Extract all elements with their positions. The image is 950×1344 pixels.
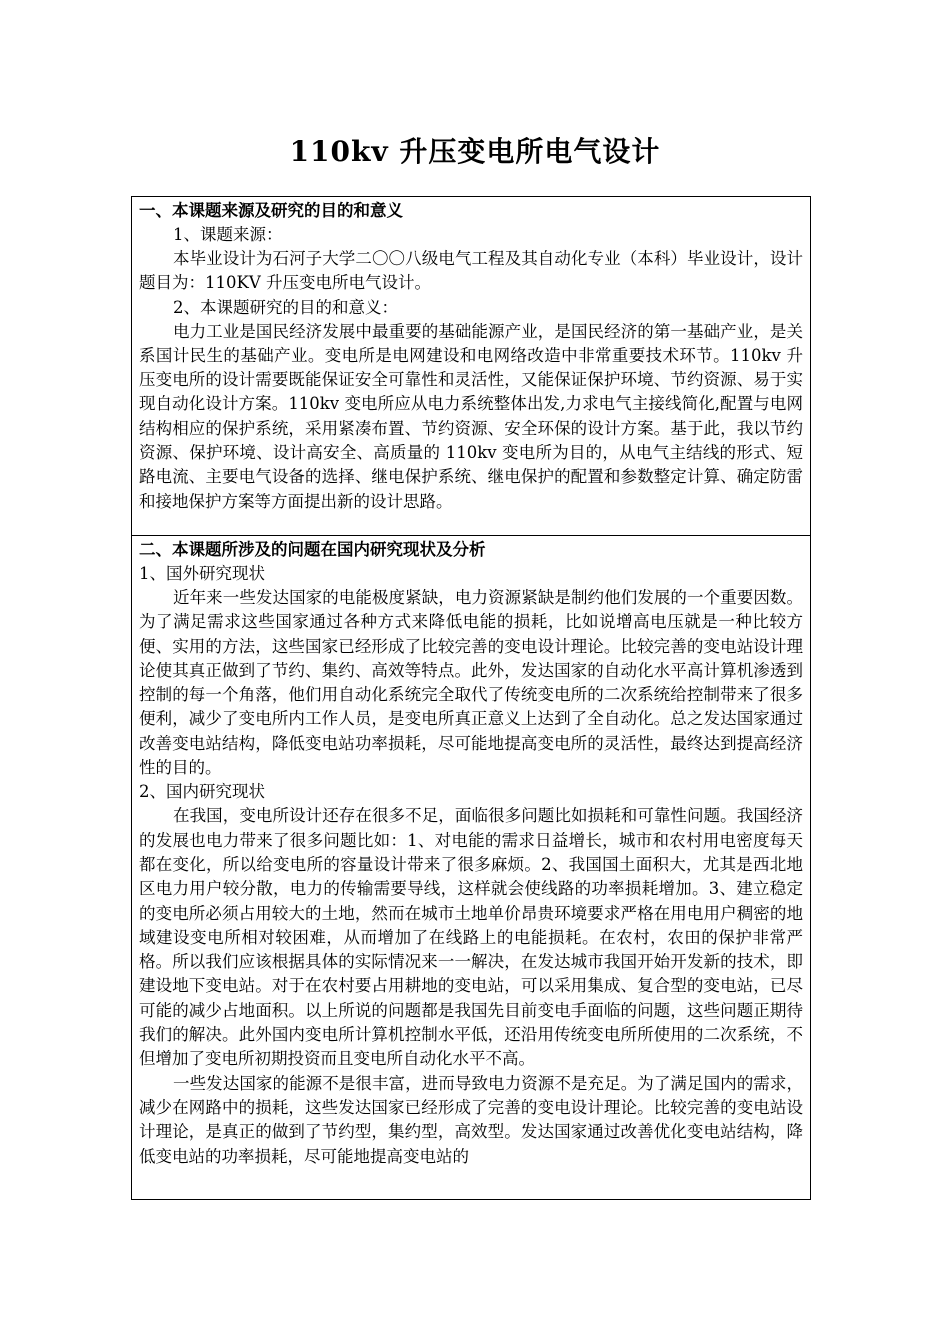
subheading-purpose: 2、本课题研究的目的和意义： bbox=[173, 297, 398, 317]
document-title: 110kv 升压变电所电气设计 bbox=[289, 135, 661, 168]
paragraph-purpose: 电力工业是国民经济发展中最重要的基础能源产业，是国民经济的第一基础产业，是关系国计民生的基础产业。变电所是电网建设和电网络改造中非常重要技术环节。110kv 升压变电所的设计需要既能保证安全可靠性和灵活性，又能保证保护环境、节约资源、易于实现自动化设计方案。110kv 变电所应从电力系统整体出发,力求电气主接线简化,配置与电网结构相应的保护系统，采用紧凑布置、节约资源、安全环保的设计方案。基于此，我以节约资源、保护环境、设计高安全、高质量的 110kv 变电所为目的，从电气主结线的形式、短路电流、主要电气设备的选择、继电保护系统、继电保护的配置和参数整定计算、确定防雷和接地保护方案等方面提出新的设计思路。 bbox=[139, 321, 803, 511]
paragraph-domestic: 在我国，变电所设计还存在很多不足，面临很多问题比如损耗和可靠性问题。我国经济的发展也电力带来了很多问题比如：1、对电能的需求日益增长，城市和农村用电密度每天都在变化，所以给变电所的容量设计带来了很多麻烦。2、我国国土面积大，尤其是西北地区电力用户较分散，电力的传输需要导线，这样就会使线路的功率损耗增加。3、建立稳定的变电所必须占用较大的土地，然而在城市土地单价昂贵环境要求严格在用电用户稠密的地域建设变电所相对较困难，从而增加了在线路上的电能损耗。在农村，农田的保护非常严格。所以我们应该根据具体的实际情况来一一解决，在发达城市我国开始开发新的技术，即建设地下变电站。对于在农村要占用耕地的变电站，可以采用集成、复合型的变电站，已尽可能的减少占地面积。以上所说的问题都是我国先目前变电手面临的问题，这些问题正期待我们的解决。此外国内变电所计算机控制水平低，还沿用传统变电所所使用的二次系统，不但增加了变电所初期投资而且变电所自动化水平不高。 bbox=[139, 806, 803, 1069]
subheading-foreign: 1、国外研究现状 bbox=[139, 564, 265, 583]
section-heading: 二、本课题所涉及的问题在国内研究现状及分析 bbox=[139, 540, 486, 559]
subheading-source: 1、课题来源： bbox=[173, 225, 283, 244]
paragraph-source: 本毕业设计为石河子大学二〇〇八级电气工程及其自动化专业（本科）毕业设计，设计题目为：110KV 升压变电所电气设计。 bbox=[139, 249, 803, 293]
section-research-status bbox=[132, 536, 810, 1169]
content-table bbox=[131, 196, 811, 1200]
paragraph-developed-countries: 一些发达国家的能源不是很丰富，进而导致电力资源不是充足。为了满足国内的需求，减少在网路中的损耗，这些发达国家已经形成了完善的变电设计理论。比较完善的变电站设计理论，是真正的做到了节约型，集约型，高效型。发达国家通过改善优化变电站结构，降低变电站的功率损耗，尽可能地提高变电站的 bbox=[139, 1073, 803, 1166]
section-heading: 一、本课题来源及研究的目的和意义 bbox=[139, 201, 403, 220]
section-source-purpose bbox=[132, 197, 810, 536]
subheading-domestic: 2、国内研究现状 bbox=[139, 782, 265, 802]
paragraph-foreign: 近年来一些发达国家的电能极度紧缺，电力资源紧缺是制约他们发展的一个重要因数。为了满足需求这些国家通过各种方式来降低电能的损耗，比如说增高电压就是一种比较方便、实用的方法，这些国家已经形成了比较完善的变电设计理论。比较完善的变电站设计理论使其真正做到了节约、集约、高效等特点。此外，发达国家的自动化水平高计算机渗透到控制的每一个角落，他们用自动化系统完全取代了传统变电所的二次系统给控制带来了很多便利，减少了变电所内工作人员，是变电所真正意义上达到了全自动化。总之发达国家通过改善变电站结构，降低变电站功率损耗，尽可能地提高变电所的灵活性，最终达到提高经济性的目的。 bbox=[139, 588, 803, 778]
